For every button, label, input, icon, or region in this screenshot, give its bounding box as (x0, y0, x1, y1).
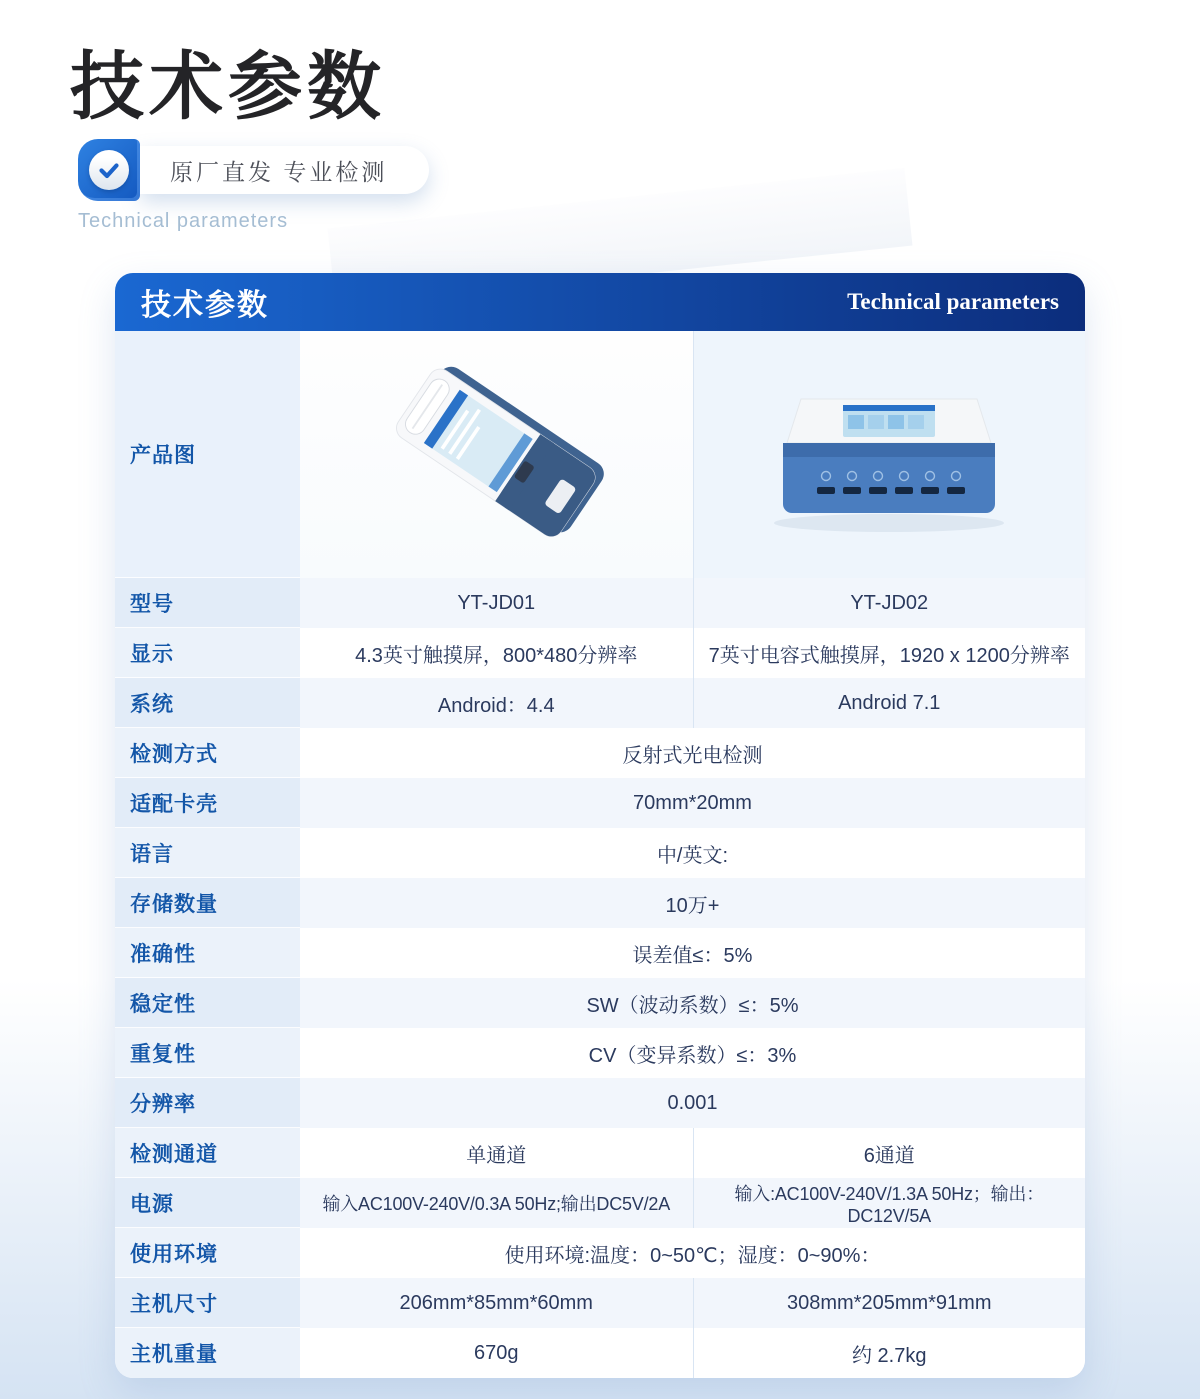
row-label: 主机重量 (115, 1328, 300, 1378)
badge-text: 原厂直发 专业检测 (140, 146, 429, 194)
table-header-en: Technical parameters (847, 289, 1059, 314)
row-value: 10万+ (300, 878, 1085, 928)
row-value: 7英寸电容式触摸屏，1920 x 1200分辨率 (693, 628, 1086, 678)
row-value: 206mm*85mm*60mm (300, 1278, 693, 1328)
row-label: 检测通道 (115, 1128, 300, 1178)
table-header-zh: 技术参数 (141, 289, 269, 322)
row-value: Android：4.4 (300, 678, 693, 728)
row-value: 约 2.7kg (693, 1328, 1086, 1378)
row-label: 准确性 (115, 928, 300, 978)
row-label: 主机尺寸 (115, 1278, 300, 1328)
row-label: 适配卡壳 (115, 778, 300, 828)
table-row (115, 1228, 1085, 1278)
product-image-cell (693, 331, 1086, 578)
table-row (115, 678, 1085, 728)
row-label: 检测方式 (115, 728, 300, 778)
row-label: 语言 (115, 828, 300, 878)
row-label: 使用环境 (115, 1228, 300, 1278)
table-row (115, 578, 1085, 628)
spec-table (115, 273, 1085, 1378)
page-title: 技术参数 (70, 47, 386, 129)
table-header (115, 273, 1085, 331)
row-label: 重复性 (115, 1028, 300, 1078)
product-image-cell (300, 331, 693, 578)
trust-badge (78, 139, 429, 201)
handheld-device-illustration (331, 342, 661, 567)
row-label: 显示 (115, 628, 300, 678)
row-value: 4.3英寸触摸屏，800*480分辨率 (300, 628, 693, 678)
table-row (115, 728, 1085, 778)
row-label: 电源 (115, 1178, 300, 1228)
row-value: 反射式光电检测 (300, 728, 1085, 778)
row-label: 分辨率 (115, 1078, 300, 1128)
row-value: 308mm*205mm*91mm (693, 1278, 1086, 1328)
table-row (115, 978, 1085, 1028)
row-value: 输入:AC100V-240V/1.3A 50Hz；输出：DC12V/5A (693, 1178, 1086, 1228)
badge-square (78, 139, 140, 201)
table-row (115, 778, 1085, 828)
row-label: 存储数量 (115, 878, 300, 928)
row-label: 型号 (115, 578, 300, 628)
row-value: CV（变异系数）≤：3% (300, 1028, 1085, 1078)
table-row (115, 1328, 1085, 1378)
row-value: 单通道 (300, 1128, 693, 1178)
page-subtitle: Technical parameters (78, 210, 289, 232)
row-value: 6通道 (693, 1128, 1086, 1178)
table-row (115, 1278, 1085, 1328)
row-value: SW（波动系数）≤：5% (300, 978, 1085, 1028)
row-label: 产品图 (115, 331, 300, 578)
product-row (115, 331, 1085, 578)
row-value: 误差值≤：5% (300, 928, 1085, 978)
table-row (115, 1028, 1085, 1078)
table-row (115, 628, 1085, 678)
table-row (115, 1178, 1085, 1228)
row-value: 0.001 (300, 1078, 1085, 1128)
row-value: YT-JD02 (693, 578, 1086, 628)
table-row (115, 1128, 1085, 1178)
row-value: 中/英文: (300, 828, 1085, 878)
table-row (115, 878, 1085, 928)
row-label: 稳定性 (115, 978, 300, 1028)
desktop-device-illustration (739, 365, 1039, 545)
table-row (115, 928, 1085, 978)
row-label: 系统 (115, 678, 300, 728)
check-icon (89, 150, 129, 190)
table-row (115, 828, 1085, 878)
row-value: Android 7.1 (693, 678, 1086, 728)
row-value: 670g (300, 1328, 693, 1378)
row-value: 输入AC100V-240V/0.3A 50Hz;输出DC5V/2A (300, 1178, 693, 1228)
row-value: 70mm*20mm (300, 778, 1085, 828)
row-value: 使用环境:温度：0~50℃；湿度：0~90%： (300, 1228, 1085, 1278)
row-value: YT-JD01 (300, 578, 693, 628)
table-row (115, 1078, 1085, 1128)
